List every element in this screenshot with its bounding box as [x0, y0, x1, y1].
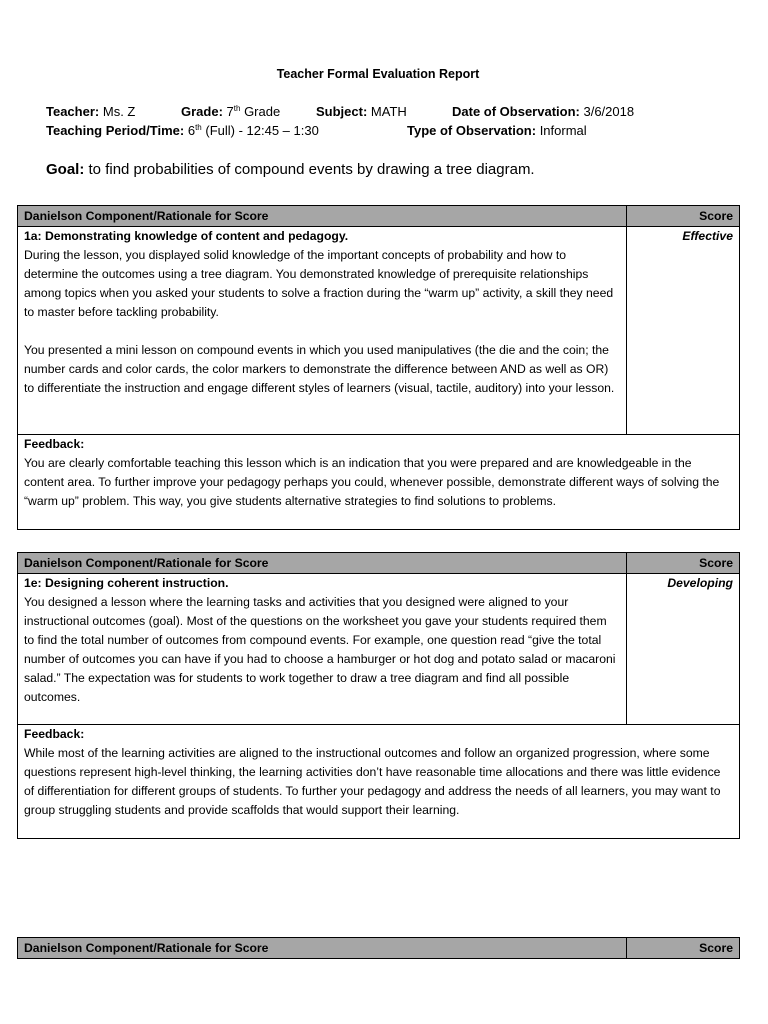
grade-label: Grade:: [181, 104, 223, 119]
score-cell: [627, 227, 740, 435]
observation-type-label: Type of Observation:: [407, 123, 537, 138]
report-title: Teacher Formal Evaluation Report: [276, 67, 480, 81]
goal-label: Goal:: [46, 161, 85, 178]
rationale-cell: [18, 227, 627, 435]
grade-number: 7: [226, 104, 234, 119]
period-field: [46, 123, 319, 138]
feedback-row: [18, 435, 740, 530]
table-header-row: [18, 206, 740, 227]
rationale-paragraph: You presented a mini lesson on compound events in which you used manipulatives (the die and the coin; the number cards and color cards, the color markers to demonstrate the difference between AND as well as OR) to differentiate the instruction and engage different styles of learners (visual, tactile, auditory) into your lesson.: [24, 343, 615, 395]
score-cell: [627, 574, 740, 725]
rationale-row: [18, 227, 740, 435]
feedback-cell: [18, 725, 740, 839]
component-header: Danielson Component/Rationale for Score: [18, 553, 627, 574]
teacher-field: [46, 104, 135, 119]
feedback-text: While most of the learning activities are aligned to the instructional outcomes and follow an organized progression, where some questions represent high-level thinking, the learning activities don’t have reasonable time allocations and there was little evidence of differentiation for different groups of students. To further your pedagogy and address the needs of all learners, you may want to group struggling students and provide scaffolds that would support their learning.: [24, 746, 721, 817]
component-header: Danielson Component/Rationale for Score: [18, 938, 627, 959]
rationale-paragraph: During the lesson, you displayed solid knowledge of the important concepts of probability and how to determine the outcomes using a tree diagram. You demonstrated knowledge of prerequisite relationships among topics when you asked your students to solve a fraction during the “warm up” activity, a skill they need to master before tackling probability.: [24, 248, 614, 319]
date-field: [452, 104, 634, 119]
evaluation-table-1a: [17, 205, 740, 530]
period-number: 6: [187, 123, 196, 138]
table-header-row: [18, 938, 740, 959]
subject-field: [316, 104, 407, 119]
component-title: 1a: Demonstrating knowledge of content and pedagogy.: [24, 229, 349, 243]
feedback-text: You are clearly comfortable teaching this lesson which is an indication that you were prepared and are knowledgeable in the content area. To further improve your pedagogy perhaps you could, whenever possible, demonstrate different ways of solving the “warm up” problem. This way, you give students alternative strategies to find solutions to problems.: [24, 456, 720, 508]
observation-type-value: Informal: [539, 123, 587, 138]
feedback-cell: [18, 435, 740, 530]
feedback-row: [18, 725, 740, 839]
evaluation-table-1e: [17, 552, 740, 839]
period-rest: (Full) - 12:45 – 1:30: [205, 123, 319, 138]
teacher-label: Teacher:: [46, 104, 100, 119]
goal-line: [46, 161, 535, 178]
score-value: Effective: [682, 229, 733, 243]
feedback-label: Feedback:: [24, 437, 85, 451]
observation-type-field: [407, 123, 587, 138]
period-sup: th: [195, 123, 202, 132]
score-value: Developing: [667, 576, 733, 590]
period-label: Teaching Period/Time:: [46, 123, 185, 138]
component-title: 1e: Designing coherent instruction.: [24, 576, 229, 590]
rationale-paragraph: You designed a lesson where the learning tasks and activities that you designed were aligned to your instructional outcomes (goal). Most of the questions on the worksheet you gave your students required them to find the total number of outcomes from compound events. For example, one question read “give the total number of outcomes you can have if you had to choose a hamburger or hot dog and potato salad or macaroni salad.” The expectation was for students to work together to draw a tree diagram and find all possible outcomes.: [24, 595, 616, 704]
subject-value: MATH: [370, 104, 407, 119]
score-header: Score: [627, 938, 740, 959]
table-header-row: [18, 553, 740, 574]
grade-field: [181, 104, 280, 119]
component-header: Danielson Component/Rationale for Score: [18, 206, 627, 227]
feedback-label: Feedback:: [24, 727, 85, 741]
grade-suffix: Grade: [244, 104, 281, 119]
subject-label: Subject:: [316, 104, 368, 119]
rationale-cell: [18, 574, 627, 725]
goal-text: to find probabilities of compound events by drawing a tree diagram.: [88, 161, 535, 178]
score-header: Score: [627, 206, 740, 227]
teacher-value: Ms. Z: [102, 104, 136, 119]
evaluation-table-3: [17, 937, 740, 959]
grade-sup: th: [233, 104, 241, 113]
date-label: Date of Observation:: [452, 104, 580, 119]
score-header: Score: [627, 553, 740, 574]
rationale-row: [18, 574, 740, 725]
date-value: 3/6/2018: [583, 104, 635, 119]
